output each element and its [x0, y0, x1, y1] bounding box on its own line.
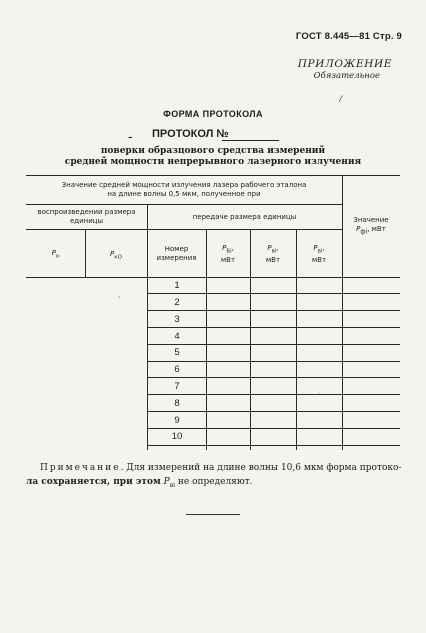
table-row-number: 8 — [174, 398, 180, 409]
table-row-line — [147, 428, 400, 429]
dash-mark: – — [128, 133, 133, 143]
protocol-title: ПРОТОКОЛ № — [152, 128, 229, 140]
table-row-number: 9 — [174, 415, 180, 426]
table-row-number: 6 — [174, 364, 180, 375]
table-row-line — [147, 445, 400, 446]
table-row-line — [147, 377, 400, 378]
table-row-line — [147, 310, 400, 311]
table-row-number: 7 — [174, 381, 180, 392]
note-label: Примечание — [40, 463, 121, 473]
header-top-1: Значение средней мощности излучения лазера рабочего эталона — [61, 181, 307, 189]
table-row-line — [147, 411, 400, 412]
table-row-number: 1 — [174, 280, 180, 291]
form-title: ФОРМА ПРОТОКОЛА — [163, 109, 263, 119]
table-row-number: 4 — [174, 331, 180, 342]
header-right-1: Значение — [353, 216, 389, 224]
table-row-line — [147, 293, 400, 294]
col-num-1: Номер — [164, 245, 189, 253]
header-transfer: передаче размера единицы — [192, 213, 297, 221]
col-p0: $P_о$ — [51, 249, 60, 260]
protocol-number-blank — [222, 140, 279, 141]
table-row-number: 10 — [171, 431, 183, 442]
header-reproduce-2: единицы — [69, 217, 104, 225]
protocol-subtitle-1: поверки образцового средства измерений — [100, 146, 326, 156]
table-top-border — [26, 175, 400, 176]
table-row-line — [147, 327, 400, 328]
note-line-2: ла сохраняется, при этом $P_{вi}$ не определяют. — [26, 477, 253, 489]
table-row-number: 3 — [174, 314, 180, 325]
note-line-1: Примечание. Для измерений на длине волны 10,6 мкм форма протоко- — [40, 463, 402, 473]
scan-mark: · — [318, 390, 321, 399]
table-row-number: 2 — [174, 297, 180, 308]
col-a: $P_{Бi}$, мВт — [220, 244, 236, 265]
table-header-bottom — [26, 277, 400, 278]
closing-rule — [186, 514, 240, 515]
table-rule — [26, 204, 342, 205]
page-header: ГОСТ 8.445—81 Стр. 9 — [295, 31, 402, 42]
col-c: $P_{вi}$, мВт — [311, 244, 327, 265]
stray-mark: ⁄ — [340, 95, 342, 104]
table-row-line — [147, 361, 400, 362]
protocol-subtitle-2: средней мощности непрерывного лазерного излучения — [64, 157, 362, 167]
col-num-2: измерения — [156, 254, 197, 262]
table-rule — [26, 229, 342, 230]
table-row-number: 5 — [174, 347, 180, 358]
col-pk0: $P_{кО}$ — [110, 250, 122, 261]
table-row-line — [147, 344, 400, 345]
table-rule — [342, 277, 343, 450]
header-right-2: $P_{фi}$, мВт — [356, 225, 386, 236]
table-row-line — [147, 394, 400, 395]
appendix-status: Обязательное — [313, 71, 380, 81]
scan-mark: · — [118, 293, 121, 302]
header-reproduce-1: воспроизведении размера — [37, 208, 136, 216]
header-top-2: на длине волны 0,5 мкм, полученное при — [107, 190, 261, 198]
col-b: $P_{вi}$, мВт — [265, 244, 281, 265]
appendix-title: ПРИЛОЖЕНИЕ — [297, 58, 392, 70]
